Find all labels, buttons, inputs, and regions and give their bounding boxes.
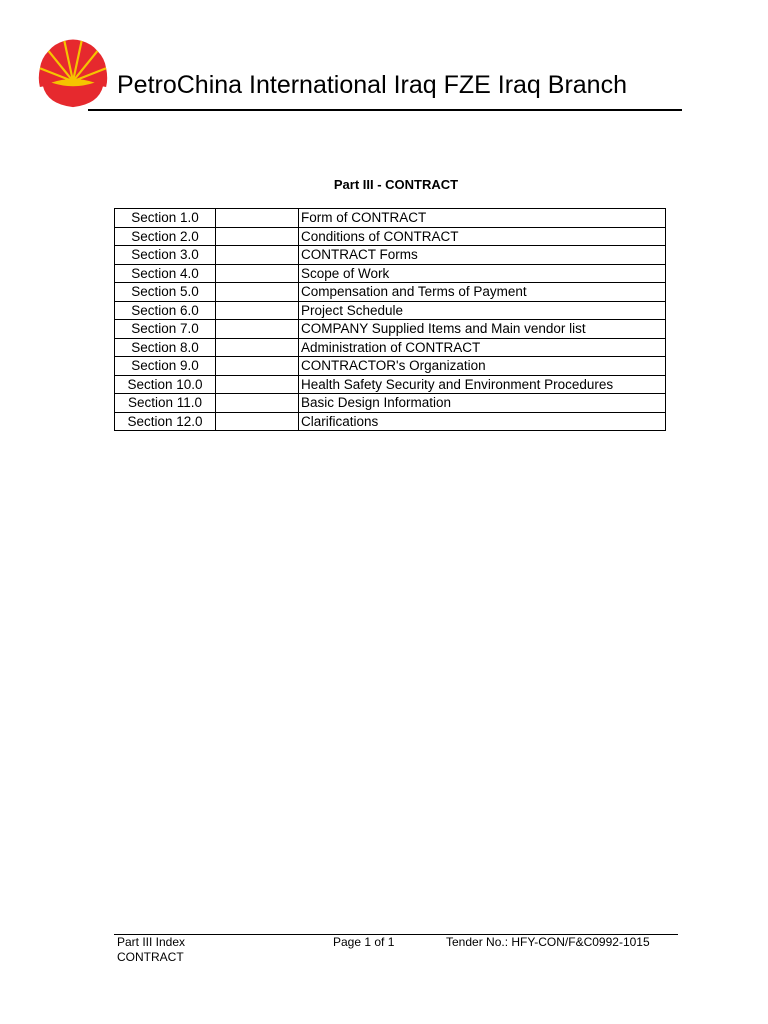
section-number: Section 3.0 bbox=[115, 246, 216, 265]
section-title: CONTRACT Forms bbox=[299, 246, 666, 265]
page-header bbox=[0, 0, 768, 120]
section-title: Conditions of CONTRACT bbox=[299, 227, 666, 246]
table-row bbox=[115, 246, 666, 265]
empty-cell bbox=[216, 301, 299, 320]
footer-index-line1: Part III Index bbox=[117, 935, 186, 949]
section-number: Section 12.0 bbox=[115, 412, 216, 431]
table-row bbox=[115, 209, 666, 228]
section-title: COMPANY Supplied Items and Main vendor list bbox=[299, 320, 666, 339]
section-number: Section 4.0 bbox=[115, 264, 216, 283]
empty-cell bbox=[216, 357, 299, 376]
section-number: Section 7.0 bbox=[115, 320, 216, 339]
section-number: Section 1.0 bbox=[115, 209, 216, 228]
empty-cell bbox=[216, 209, 299, 228]
table-row bbox=[115, 283, 666, 302]
section-title: Form of CONTRACT bbox=[299, 209, 666, 228]
table-row bbox=[115, 412, 666, 431]
section-number: Section 8.0 bbox=[115, 338, 216, 357]
table-row bbox=[115, 375, 666, 394]
petrochina-sunflower-logo-icon bbox=[36, 38, 110, 110]
empty-cell bbox=[216, 394, 299, 413]
empty-cell bbox=[216, 246, 299, 265]
footer-tender-number: Tender No.: HFY-CON/F&C0992-1015 bbox=[446, 935, 650, 949]
empty-cell bbox=[216, 283, 299, 302]
footer-page-number: Page 1 of 1 bbox=[333, 935, 395, 949]
section-number: Section 9.0 bbox=[115, 357, 216, 376]
footer-index bbox=[117, 935, 185, 964]
empty-cell bbox=[216, 375, 299, 394]
section-number: Section 6.0 bbox=[115, 301, 216, 320]
section-title: Basic Design Information bbox=[299, 394, 666, 413]
section-number: Section 11.0 bbox=[115, 394, 216, 413]
document-title: Part III - CONTRACT bbox=[333, 177, 459, 192]
section-title: Project Schedule bbox=[299, 301, 666, 320]
section-title: Clarifications bbox=[299, 412, 666, 431]
table-row bbox=[115, 264, 666, 283]
section-number: Section 10.0 bbox=[115, 375, 216, 394]
empty-cell bbox=[216, 320, 299, 339]
table-row bbox=[115, 227, 666, 246]
empty-cell bbox=[216, 227, 299, 246]
table-row bbox=[115, 338, 666, 357]
footer-index-line2: CONTRACT bbox=[117, 949, 184, 964]
empty-cell bbox=[216, 264, 299, 283]
table-row bbox=[115, 301, 666, 320]
table-row bbox=[115, 394, 666, 413]
empty-cell bbox=[216, 412, 299, 431]
section-index-table bbox=[114, 208, 666, 431]
section-title: CONTRACTOR's Organization bbox=[299, 357, 666, 376]
section-title: Compensation and Terms of Payment bbox=[299, 283, 666, 302]
header-divider bbox=[88, 109, 682, 111]
section-title: Health Safety Security and Environment Procedures bbox=[299, 375, 666, 394]
section-number: Section 2.0 bbox=[115, 227, 216, 246]
table-row bbox=[115, 357, 666, 376]
company-name: PetroChina International Iraq FZE Iraq Branch bbox=[117, 71, 627, 99]
empty-cell bbox=[216, 338, 299, 357]
section-title: Scope of Work bbox=[299, 264, 666, 283]
section-title: Administration of CONTRACT bbox=[299, 338, 666, 357]
section-number: Section 5.0 bbox=[115, 283, 216, 302]
table-row bbox=[115, 320, 666, 339]
